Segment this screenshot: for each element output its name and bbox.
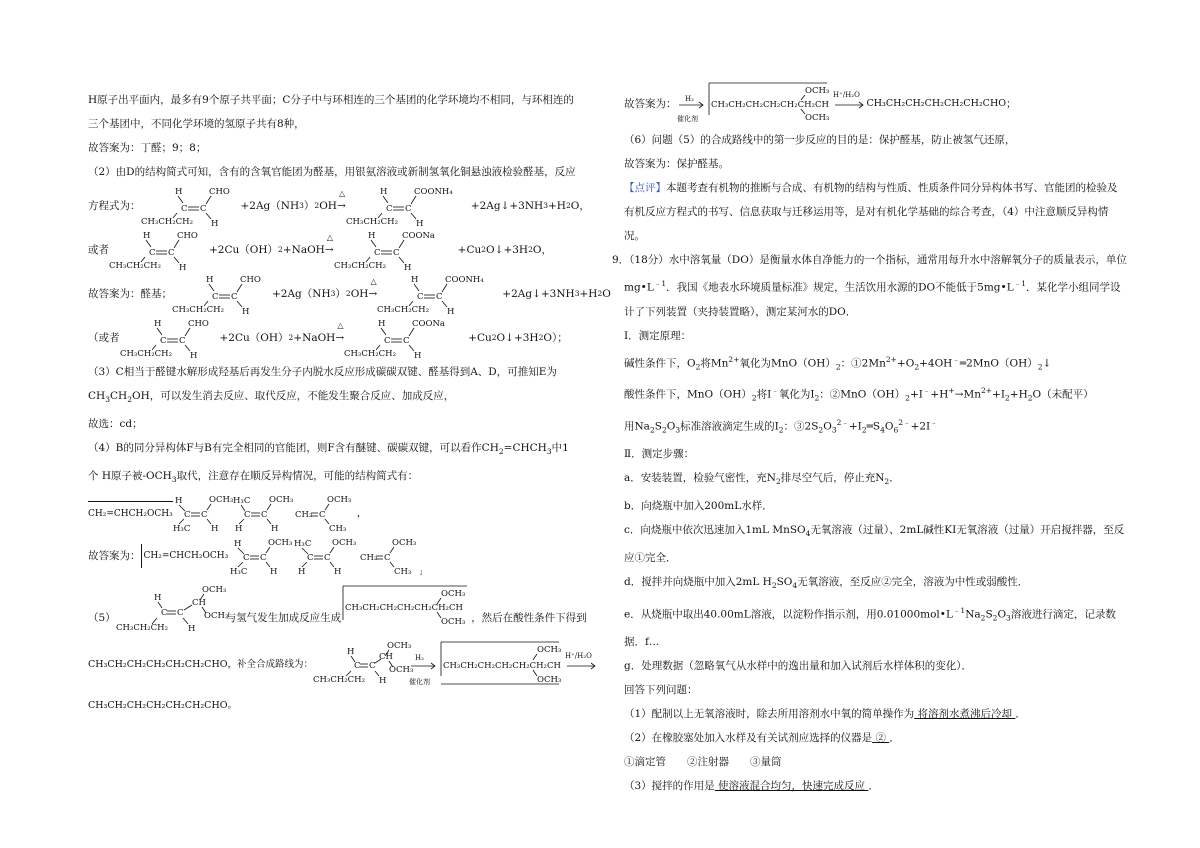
svg-text:CH₃CH₂CH₂: CH₃CH₂CH₂ — [140, 217, 193, 227]
svg-text:OCH₃: OCH₃ — [537, 675, 562, 686]
svg-text:H: H — [242, 307, 250, 317]
svg-text:C: C — [404, 204, 412, 214]
svg-text:H: H — [403, 263, 412, 273]
svg-text:C: C — [403, 336, 410, 346]
structure-saturated-acetal — [341, 580, 471, 634]
svg-text:OCH₃: OCH₃ — [387, 641, 412, 652]
question-5: （5） OCH₃ H C C CH OCH₃ H CH₃CH₂CH₂ 与氢气发生加成反应生成 OCH₃ CH₃CH₂CH₂CH₂CH₂CH₂CH OCH₃ ，然后在酸性条件下得到 — [88, 578, 588, 636]
svg-text:C: C — [243, 553, 250, 564]
svg-text:H: H — [298, 567, 306, 578]
svg-text:OCH₃: OCH₃ — [268, 495, 293, 506]
svg-text:H: H — [210, 219, 218, 229]
answer-5: 故答案为： H₂ 催化剂 OCH₃ CH₃CH₂CH₂CH₂CH₂CH₂CH OCH₃ H⁺/H₂O CH₃CH₂CH₂CH₂CH₂CH₂CHO ； — [624, 80, 1114, 128]
svg-text:H: H — [367, 231, 376, 241]
equation-silver-mirror: 方程式为： H C C CHO H CH₃CH₂CH₂ +2Ag（NH 3 ） 2 OH △ → H C C COONH₄ H CH₃CH₂CH₂ +2Ag↓+3NH 3 +H 2 O， — [88, 184, 588, 228]
reaction-1: 碱性条件下，$O_2$将$Mn^{2+}$氧化为$MnO(OH)_2$：$①2Mn^{2+}+O_2+4OH^﹣═2MnO(OH)_2↓$ — [624, 354, 1052, 372]
svg-text:C: C — [392, 248, 400, 258]
svg-text:H: H — [334, 567, 342, 578]
svg-text:OCH₃: OCH₃ — [389, 665, 414, 676]
svg-text:H: H — [378, 319, 386, 329]
answer-6: 故答案为：保护醛基。 — [624, 158, 729, 170]
svg-text:OCH₃: OCH₃ — [208, 495, 233, 506]
svg-text:H: H — [447, 307, 455, 317]
structure-sodium-salt — [344, 316, 454, 360]
svg-text:C: C — [436, 292, 443, 302]
answer-2: 故答案为：醛基； H C C CHO H CH₃CH₂CH₂ +2Ag（NH 3 ） 2 OH △ → H C C COONH₄ H CH₃CH₂CH₂ +2Ag↓+3NH 3 +H 2 O — [88, 272, 588, 316]
svg-text:H: H — [270, 524, 279, 535]
svg-text:H: H — [206, 275, 214, 285]
question-9-cont: 计了下列装置（夹持装置略），测定某河水的DO． — [624, 305, 857, 318]
svg-text:OCH₃: OCH₃ — [441, 617, 466, 628]
step-a: a．安装装置，检验气密性，充$N_2$排尽空气后，停止充$N_2$． — [624, 472, 900, 487]
svg-text:C: C — [160, 608, 168, 619]
svg-text:C: C — [260, 553, 267, 564]
svg-text:CH₃CH₂CH₂: CH₃CH₂CH₂ — [119, 349, 172, 359]
left-column — [88, 88, 611, 718]
question-9: 9．（18分）水中溶氧量（DO）是衡量水体自净能力的一个指标，通常用每升水中溶解氧分子的质量表示，单位 — [612, 254, 1127, 266]
svg-text:C: C — [231, 292, 238, 302]
svg-text:C: C — [384, 336, 391, 346]
svg-text:H: H — [153, 593, 162, 604]
arrow-hydrolysis — [563, 638, 599, 692]
svg-text:C: C — [307, 553, 314, 564]
step-c: c．向烧瓶中依次迅速加入1mL MnSO$_4$无氧溶液（过量）、2mL碱性KI无氧溶液（过量）开启搅拌器，至反 — [624, 524, 1125, 539]
svg-text:H: H — [415, 219, 424, 229]
svg-text:C: C — [417, 292, 424, 302]
review-cont: 况。 — [624, 230, 645, 242]
svg-text:CH₃CH₂CH₂CH₂CH₂CH₂CH: CH₃CH₂CH₂CH₂CH₂CH₂CH — [345, 603, 464, 614]
svg-text:CH₃CH₂CH₂: CH₃CH₂CH₂ — [172, 305, 224, 315]
structure-isomer — [173, 493, 233, 533]
svg-text:CH₃CH₂CH₂: CH₃CH₂CH₂ — [333, 261, 386, 271]
structure-acetal-alkene — [116, 580, 226, 634]
svg-text:COONH₄: COONH₄ — [445, 275, 484, 285]
svg-text:H: H — [414, 351, 422, 361]
svg-text:OCH₃: OCH₃ — [332, 538, 357, 549]
options: ①滴定管 ②注射器 ③量筒 — [624, 756, 782, 769]
structure-ammonium-salt — [377, 272, 492, 316]
svg-text:OCH₃: OCH₃ — [326, 495, 351, 506]
svg-text:C: C — [200, 510, 208, 521]
svg-text:H: H — [379, 187, 388, 197]
svg-text:H: H — [174, 496, 183, 507]
question-3: （3）C相当于醛键水解形成羟基后再发生分子内脱水反应形成碳碳双键、醛基得到A、D，可推知E为 — [88, 366, 557, 378]
structure-aldehyde — [141, 184, 241, 228]
svg-text:C: C — [149, 248, 156, 258]
svg-text:CH₃CH₂CH₂: CH₃CH₂CH₂ — [109, 261, 161, 271]
svg-text:H: H — [174, 187, 182, 197]
paragraph: 三个基团中，不同化学环境的氢原子共有8种， — [88, 118, 305, 130]
answer-blank: ② — [872, 732, 890, 745]
svg-text:H₂: H₂ — [684, 95, 694, 103]
svg-text:OCH₃: OCH₃ — [804, 86, 829, 96]
svg-text:催化剂: 催化剂 — [409, 678, 431, 687]
svg-text:OCH₃: OCH₃ — [441, 589, 466, 600]
reaction-2: 酸性条件下，$MnO(OH)_2$将I﹣氧化为$I_2$：$②MnO(OH)_2+I^﹣+H^+\to Mn^{2+}+I_2+H_2O$（未配平） — [624, 386, 1094, 403]
svg-text:OCH₃: OCH₃ — [804, 113, 829, 123]
structure-aldehyde — [172, 272, 272, 316]
svg-text:CHO: CHO — [187, 319, 209, 329]
svg-text:H₃C: H₃C — [230, 567, 248, 578]
svg-text:CH₃CH₂CH₂: CH₃CH₂CH₂ — [344, 349, 397, 359]
svg-text:催化剂: 催化剂 — [676, 115, 698, 123]
svg-text:C: C — [180, 204, 188, 214]
step-d: d．搅拌并向烧瓶中加入2mL $H_2SO_4$无氧溶液，至反应②完全，溶液为中性或弱酸性． — [624, 576, 1029, 591]
svg-text:COONa: COONa — [412, 319, 446, 329]
svg-text:CH₃CH₂CH₂: CH₃CH₂CH₂ — [115, 623, 168, 634]
structure-isomer — [356, 536, 426, 576]
svg-text:OCH₃: OCH₃ — [201, 585, 226, 596]
svg-text:CH₂: CH₂ — [294, 510, 313, 521]
synthesis-product: CH₃CH₂CH₂CH₂CH₂CH₂CHO。 — [88, 700, 238, 712]
svg-text:OCH₃: OCH₃ — [537, 645, 562, 656]
svg-text:CHO: CHO — [240, 275, 261, 285]
paragraph: H原子出平面内，最多有9个原子共平面；C分子中与环相连的三个基团的化学环境均不相同，与环相连的 — [88, 94, 574, 106]
question-3-cont: $CH_3CH_2OH$，可以发生消去反应、取代反应，不能发生聚合反应、加成反应， — [88, 390, 455, 405]
answer-blank: 将溶剂水煮沸后冷却 — [914, 708, 1016, 721]
structure-isomer — [292, 536, 356, 576]
svg-text:C: C — [178, 336, 186, 346]
step-b: b．向烧瓶中加入200mL水样． — [624, 500, 773, 513]
svg-text:H: H — [411, 275, 419, 285]
arrow-hydrogenation — [409, 638, 439, 692]
svg-text:CHO: CHO — [177, 231, 198, 241]
review: 【点评】本题考查有机物的推断与合成、有机物的结构与性质、性质条件同分异构体书写、官能团的检验及 — [624, 182, 1118, 194]
svg-text:CH₃CH₂CH₂CH₂CH₂CH₂CH: CH₃CH₂CH₂CH₂CH₂CH₂CH — [710, 100, 829, 110]
svg-text:H: H — [347, 647, 355, 658]
svg-text:C: C — [384, 553, 391, 564]
svg-text:C: C — [354, 661, 361, 672]
svg-text:H⁺/H₂O: H⁺/H₂O — [832, 91, 860, 99]
svg-text:H₃C: H₃C — [172, 524, 191, 535]
step-g: g．处理数据（忽略氧气从水样中的逸出量和加入试剂后水样体积的变化）． — [624, 660, 972, 673]
svg-text:H: H — [153, 319, 161, 329]
answer-4: 故答案为： CH₂=CHCH₂OCH₃ H C C OCH₃ H H₃C H₃C C C OCH₃ H H CH₂ C OCH₃ CH₃ ; — [88, 534, 588, 578]
svg-text:OCH₃: OCH₃ — [268, 538, 293, 549]
section-steps: Ⅱ．测定步骤： — [624, 448, 695, 461]
svg-text:H⁺/H₂O: H⁺/H₂O — [565, 652, 592, 661]
structure-isomer — [295, 493, 357, 533]
structure-sodium-salt — [334, 228, 444, 272]
structure-aldehyde — [120, 316, 220, 360]
svg-text:C: C — [199, 204, 207, 214]
structure-ammonium-salt — [346, 184, 461, 228]
svg-text:CH: CH — [191, 598, 206, 609]
structure-saturated-acetal — [439, 638, 563, 692]
svg-text:H₃C: H₃C — [294, 539, 312, 550]
structure-saturated-acetal — [707, 81, 831, 127]
svg-text:C: C — [318, 510, 326, 521]
svg-text:CH₃: CH₃ — [394, 567, 412, 578]
question-6: （6）问题（5）的合成路线中的第一步反应的目的是：保护醛基，防止被氢气还原， — [624, 134, 1016, 146]
structure-acetal-alkene — [313, 638, 414, 692]
svg-text:CHO: CHO — [208, 187, 230, 197]
structure-aldehyde — [109, 228, 209, 272]
svg-text:H: H — [210, 524, 219, 535]
svg-text:H₃C: H₃C — [232, 496, 251, 507]
synthesis-route: CH₃CH₂CH₂CH₂CH₂CH₂CHO，补全合成路线为： OCH₃ H C C CH OCH₃ H CH₃CH₂CH₂ H₂ 催化剂 OCH₃ CH₃CH₂CH₂CH₂CH₂CH₂CH OCH₃ H⁺/H₂O — [88, 636, 588, 694]
isomer-list: CH₂=CHCH₂OCH₃ H C C OCH₃ H H₃C H₃C C C OCH₃ H H CH₂ C OCH₃ CH₃ ， — [88, 495, 368, 535]
svg-text:CH₃CH₂CH₂: CH₃CH₂CH₂ — [345, 217, 398, 227]
answer-blank: 使溶液混合均匀，快速完成反应 — [714, 780, 869, 793]
svg-text:C: C — [324, 553, 331, 564]
svg-text:C: C — [176, 608, 184, 619]
answer-line: 故答案为：丁醛；9；8； — [88, 142, 207, 154]
answer-3: 故选：cd； — [88, 418, 143, 431]
svg-text:OCH₃: OCH₃ — [203, 611, 228, 622]
svg-text:CH₃CH₂CH₂: CH₃CH₂CH₂ — [313, 675, 365, 686]
section-principle: Ⅰ．测定原理： — [624, 329, 692, 342]
svg-text:C: C — [385, 204, 393, 214]
sub-question-2: （2）在橡胶塞处加入水样及有关试剂应选择的仪器是 ② ． — [624, 732, 900, 745]
svg-text:C: C — [212, 292, 219, 302]
question-9-cont: $mg•L^{﹣1}$．我国《地表水环境质量标准》规定，生活饮用水源的DO不能低于$5mg•L^{﹣1}$．某化学小组同学设 — [624, 279, 1121, 294]
svg-text:CH: CH — [379, 652, 393, 663]
svg-text:C: C — [369, 661, 376, 672]
svg-text:C: C — [260, 510, 268, 521]
svg-text:H: H — [189, 351, 197, 361]
svg-text:CH₃CH₂CH₂CH₂CH₂CH₂CH: CH₃CH₂CH₂CH₂CH₂CH₂CH — [443, 661, 561, 672]
review-cont: 有机反应方程式的书写、信息获取与迁移运用等，是对有机化学基础的综合考查，（4）中注意顺反异构情 — [624, 206, 1109, 218]
sub-question-1: （1）配制以上无氧溶液时，除去所用溶剂水中氧的简单操作为 将溶剂水煮沸后冷却 ． — [624, 708, 1026, 721]
svg-text:C: C — [159, 336, 167, 346]
structure-isomer — [233, 493, 295, 533]
structure-isomer — [228, 536, 292, 576]
answer-2-alt: （或者 H C C CHO H CH₃CH₂CH₂ +2Cu（OH） 2 +NaOH △ → H C C COONa H CH₃CH₂CH₂ +Cu 2 O↓+3H 2 O）； — [88, 316, 588, 360]
question-4-cont: 个 H原子被$-OCH_3$取代，注意存在顺反异构情况，可能的结构简式有： — [88, 470, 419, 485]
svg-text:H: H — [234, 524, 243, 535]
svg-text:OCH₃: OCH₃ — [392, 538, 417, 549]
right-column — [612, 86, 1127, 798]
svg-text:H: H — [187, 624, 196, 635]
arrow-hydrolysis — [831, 81, 867, 127]
question-4: （4）B的同分异构体F与B有完全相同的官能团，则F含有醚键、碳碳双键，可以看作$CH_2=CHCH_3$中1 — [88, 442, 569, 457]
step-c-cont: 应①完全． — [624, 552, 677, 565]
svg-text:H: H — [179, 263, 187, 273]
svg-text:C: C — [373, 248, 381, 258]
step-e: e．从烧瓶中取出40.00mL溶液，以淀粉作指示剂，用$0.01000mol•L^{﹣1}Na_2S_2O_3$溶液进行滴定，记录数 — [624, 605, 1116, 623]
svg-text:C: C — [168, 248, 175, 258]
svg-text:COONH₄: COONH₄ — [413, 187, 453, 197]
svg-text:C: C — [243, 510, 251, 521]
svg-text:H: H — [143, 231, 151, 241]
step-e-cont: 据．f… — [624, 636, 660, 649]
svg-text:CH₂: CH₂ — [360, 553, 378, 564]
sub-question-3: （3）搅拌的作用是 使溶液混合均匀，快速完成反应 ． — [624, 780, 879, 793]
svg-text:H: H — [270, 567, 278, 578]
arrow-hydrogenation — [677, 81, 707, 127]
svg-text:C: C — [183, 510, 191, 521]
equation-copper-hydroxide: 或者 H C C CHO H CH₃CH₂CH₂ +2Cu（OH） 2 +NaOH △ → H C C COONa H CH₃CH₂CH₂ +Cu 2 O↓+3H 2 O， — [88, 228, 588, 272]
svg-text:CH₃CH₂CH₂: CH₃CH₂CH₂ — [377, 305, 430, 315]
svg-text:COONa: COONa — [401, 231, 435, 241]
svg-text:CH₃: CH₃ — [328, 524, 347, 535]
review-tag: 【点评】 — [624, 182, 666, 194]
question-2: （2）由D的结构简式可知，含有的含氧官能团为醛基，用银氨溶液或新制氢氧化铜悬浊液检验醛基，反应 — [88, 166, 576, 178]
questions-lead: 回答下列问题： — [624, 684, 698, 697]
svg-text:H₂: H₂ — [415, 654, 424, 663]
svg-text:H: H — [379, 676, 387, 687]
reaction-3: 用$Na_2S_2O_3$标准溶液滴定生成的$I_2$：$③2S_2O_3^{2﹣}+I_2═S_4O_6^{2﹣}+2I^﹣$ — [624, 417, 938, 435]
svg-text:;: ; — [420, 567, 423, 577]
svg-text:H: H — [234, 539, 242, 550]
